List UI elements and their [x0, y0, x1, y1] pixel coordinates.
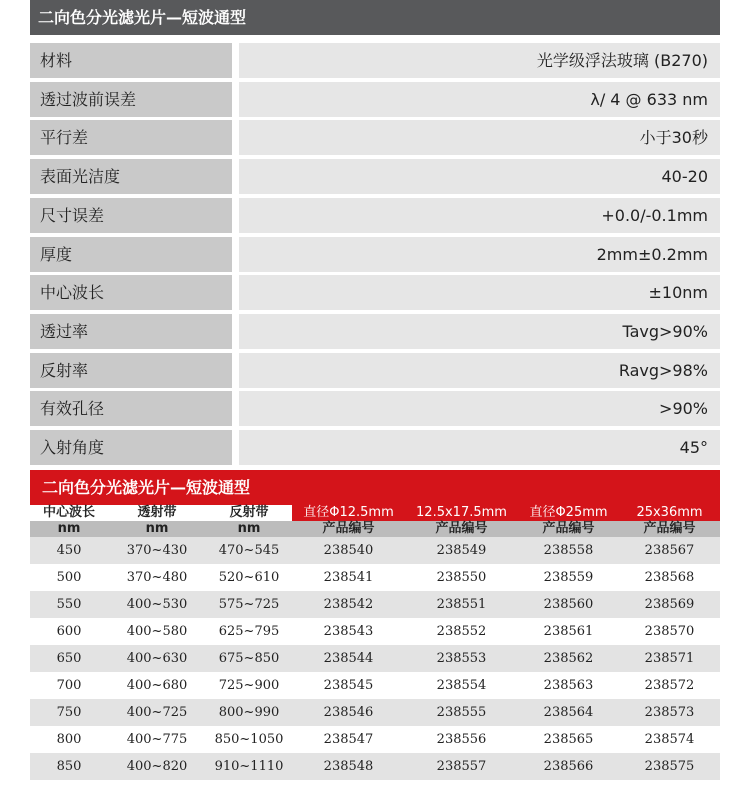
table-row — [30, 753, 720, 780]
table-cell: 400~530 — [108, 591, 206, 618]
col-sub-d12-5: 产品编号 — [292, 521, 405, 537]
spec-label: 尺寸误差 — [30, 198, 232, 233]
table-row — [30, 537, 720, 564]
spec-label: 透过率 — [30, 314, 232, 349]
table-cell: 400~630 — [108, 645, 206, 672]
spec-label: 平行差 — [30, 120, 232, 155]
table-cell: 238560 — [518, 591, 619, 618]
table-cell: 238553 — [405, 645, 518, 672]
spec-value: +0.0/-0.1mm — [239, 198, 720, 233]
spec-value: 小于30秒 — [239, 120, 720, 155]
header-row-bottom — [30, 521, 720, 537]
table-cell: 238572 — [619, 672, 720, 699]
spec-value: 40-20 — [239, 159, 720, 194]
spec-row — [30, 120, 720, 155]
spec-row — [30, 82, 720, 117]
header-row-top — [30, 505, 720, 521]
table-cell: 238558 — [518, 537, 619, 564]
table-cell: 675~850 — [206, 645, 292, 672]
spec-title-bar — [30, 0, 720, 35]
table-cell: 238547 — [292, 726, 405, 753]
table-cell: 238562 — [518, 645, 619, 672]
spec-value: λ/ 4 @ 633 nm — [239, 82, 720, 117]
table-cell: 238561 — [518, 618, 619, 645]
spec-label: 入射角度 — [30, 430, 232, 465]
table-cell: 370~480 — [108, 564, 206, 591]
table-cell: 238556 — [405, 726, 518, 753]
spec-value: 2mm±0.2mm — [239, 237, 720, 272]
spec-row — [30, 430, 720, 465]
table-title-bar — [30, 470, 720, 505]
table-cell: 850 — [30, 753, 108, 780]
table-cell: 238559 — [518, 564, 619, 591]
table-cell: 370~430 — [108, 537, 206, 564]
spec-row — [30, 159, 720, 194]
table-cell: 238555 — [405, 699, 518, 726]
table-row — [30, 672, 720, 699]
col-sub-d25: 产品编号 — [518, 521, 619, 537]
table-cell: 238542 — [292, 591, 405, 618]
table-cell: 238546 — [292, 699, 405, 726]
table-cell: 725~900 — [206, 672, 292, 699]
spec-value: 45° — [239, 430, 720, 465]
spec-row — [30, 43, 720, 78]
table-cell: 910~1110 — [206, 753, 292, 780]
table-cell: 238549 — [405, 537, 518, 564]
table-cell: 400~680 — [108, 672, 206, 699]
table-row — [30, 726, 720, 753]
table-cell: 238566 — [518, 753, 619, 780]
table-cell: 238573 — [619, 699, 720, 726]
table-cell: 650 — [30, 645, 108, 672]
col-header-center-wavelength: 中心波长 — [30, 505, 108, 521]
table-title: 二向色分光滤光片—短波通型 — [42, 478, 251, 497]
spec-row — [30, 353, 720, 388]
table-cell: 400~580 — [108, 618, 206, 645]
col-header-25x36: 25x36mm — [619, 505, 720, 521]
table-row — [30, 645, 720, 672]
col-header-transmission-band: 透射带 — [108, 505, 206, 521]
table-cell: 238570 — [619, 618, 720, 645]
table-cell: 238568 — [619, 564, 720, 591]
spec-label: 表面光洁度 — [30, 159, 232, 194]
col-unit-reflection-band: nm — [206, 521, 292, 537]
table-cell: 238540 — [292, 537, 405, 564]
table-cell: 750 — [30, 699, 108, 726]
spec-label: 有效孔径 — [30, 391, 232, 426]
table-cell: 625~795 — [206, 618, 292, 645]
table-cell: 238544 — [292, 645, 405, 672]
spec-value: Ravg>98% — [239, 353, 720, 388]
table-cell: 238565 — [518, 726, 619, 753]
spec-value: >90% — [239, 391, 720, 426]
col-header-d25: 直径Φ25mm — [518, 505, 619, 521]
table-cell: 400~725 — [108, 699, 206, 726]
table-cell: 238575 — [619, 753, 720, 780]
table-cell: 800~990 — [206, 699, 292, 726]
table-cell: 500 — [30, 564, 108, 591]
table-cell: 238551 — [405, 591, 518, 618]
spec-row — [30, 198, 720, 233]
table-cell: 800 — [30, 726, 108, 753]
table-cell: 238557 — [405, 753, 518, 780]
spec-row — [30, 314, 720, 349]
table-cell: 238550 — [405, 564, 518, 591]
table-cell: 238552 — [405, 618, 518, 645]
table-cell: 238554 — [405, 672, 518, 699]
spec-row — [30, 237, 720, 272]
table-cell: 850~1050 — [206, 726, 292, 753]
spec-label: 透过波前误差 — [30, 82, 232, 117]
col-header-d12-5: 直径Φ12.5mm — [292, 505, 405, 521]
table-cell: 238571 — [619, 645, 720, 672]
table-cell: 400~820 — [108, 753, 206, 780]
table-cell: 520~610 — [206, 564, 292, 591]
table-cell: 238567 — [619, 537, 720, 564]
table-cell: 550 — [30, 591, 108, 618]
spec-value: ±10nm — [239, 275, 720, 310]
spec-row — [30, 391, 720, 426]
table-cell: 238569 — [619, 591, 720, 618]
table-row — [30, 699, 720, 726]
product-table — [30, 505, 720, 780]
table-cell: 450 — [30, 537, 108, 564]
table-cell: 700 — [30, 672, 108, 699]
table-cell: 575~725 — [206, 591, 292, 618]
spec-label: 中心波长 — [30, 275, 232, 310]
table-cell: 238548 — [292, 753, 405, 780]
col-unit-center-wavelength: nm — [30, 521, 108, 537]
table-cell: 470~545 — [206, 537, 292, 564]
spec-value: 光学级浮法玻璃 (B270) — [239, 43, 720, 78]
col-sub-25x36: 产品编号 — [619, 521, 720, 537]
table-cell: 600 — [30, 618, 108, 645]
spec-title: 二向色分光滤光片—短波通型 — [38, 8, 247, 27]
table-cell: 238543 — [292, 618, 405, 645]
col-header-reflection-band: 反射带 — [206, 505, 292, 521]
col-unit-transmission-band: nm — [108, 521, 206, 537]
spec-value: Tavg>90% — [239, 314, 720, 349]
table-row — [30, 564, 720, 591]
spec-row — [30, 275, 720, 310]
table-cell: 238564 — [518, 699, 619, 726]
table-row — [30, 618, 720, 645]
table-cell: 238563 — [518, 672, 619, 699]
table-cell: 238545 — [292, 672, 405, 699]
table-cell: 400~775 — [108, 726, 206, 753]
spec-label: 厚度 — [30, 237, 232, 272]
table-cell: 238541 — [292, 564, 405, 591]
col-sub-12-5x17-5: 产品编号 — [405, 521, 518, 537]
spec-label: 材料 — [30, 43, 232, 78]
col-header-12-5x17-5: 12.5x17.5mm — [405, 505, 518, 521]
spec-label: 反射率 — [30, 353, 232, 388]
table-cell: 238574 — [619, 726, 720, 753]
table-row — [30, 591, 720, 618]
